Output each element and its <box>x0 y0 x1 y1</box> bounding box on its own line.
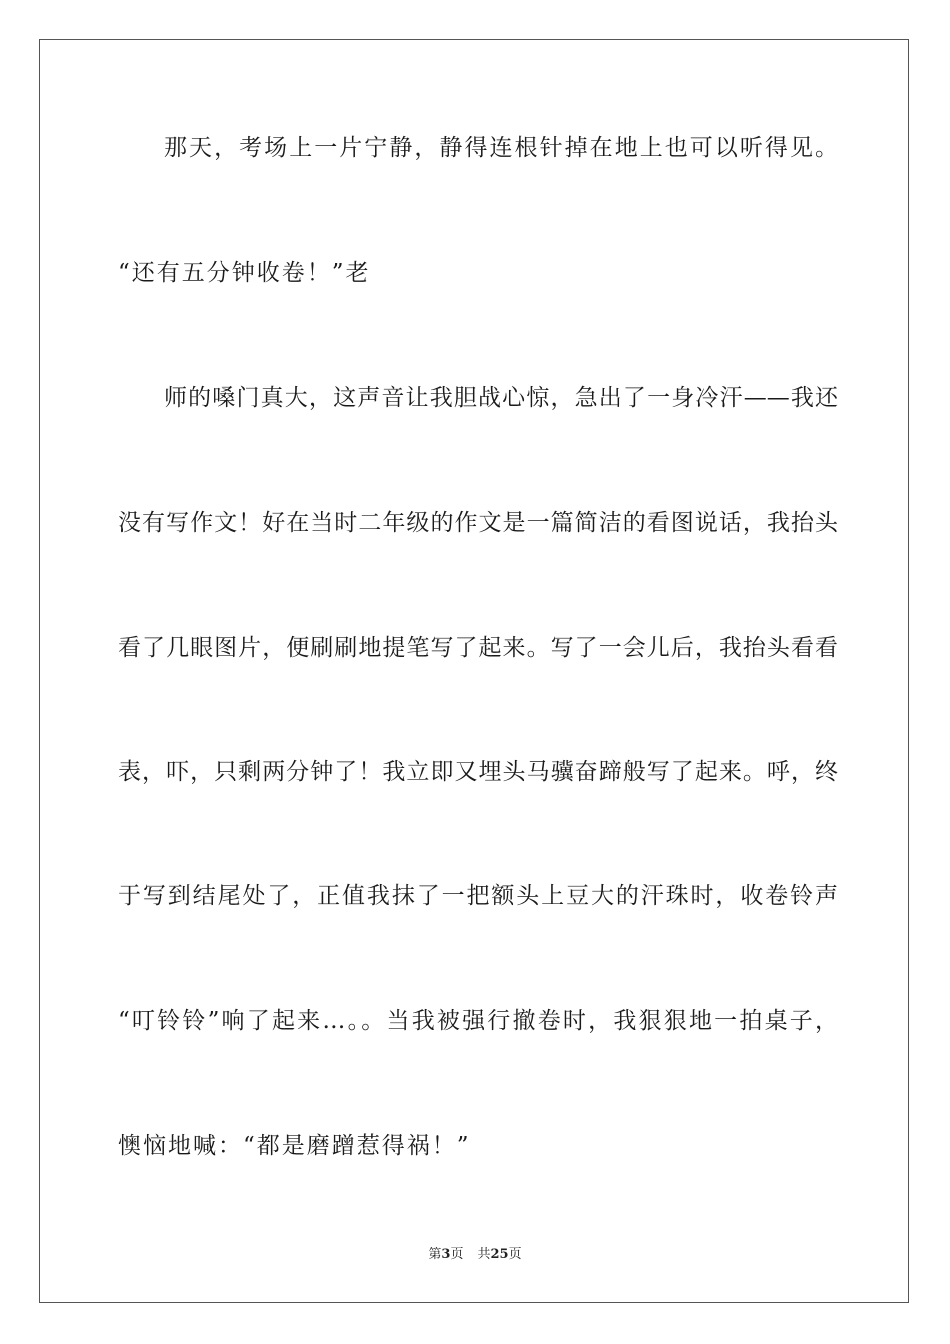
text-line-7: 于写到结尾处了，正值我抹了一把额头上豆大的汗珠时，收卷铃声 <box>118 883 838 909</box>
text-line-2: “还有五分钟收卷！”老 <box>118 260 371 286</box>
footer-page-prefix: 第 <box>428 1247 442 1262</box>
footer-page-suffix: 页 <box>450 1247 464 1262</box>
page-footer <box>0 1246 950 1264</box>
text-line-4: 没有写作文！好在当时二年级的作文是一篇简洁的看图说话，我抬头 <box>118 510 838 536</box>
text-line-6: 表，吓，只剩两分钟了！我立即又埋头马骥奋蹄般写了起来。呼，终 <box>118 759 838 785</box>
footer-total-pages: 25 <box>490 1247 509 1262</box>
text-line-3: 师的嗓门真大，这声音让我胆战心惊，急出了一身冷汗——我还 <box>164 385 838 411</box>
text-line-1: 那天，考场上一片宁静，静得连根针掉在地上也可以听得见。 <box>164 135 838 161</box>
footer-total-prefix: 共 <box>477 1247 491 1262</box>
footer-total-suffix: 页 <box>508 1247 522 1262</box>
text-line-9: 懊恼地喊：“都是磨蹭惹得祸！” <box>118 1133 471 1159</box>
page-border <box>39 39 909 1303</box>
text-line-8: “叮铃铃”响了起来…。。当我被强行撤卷时，我狠狠地一拍桌子， <box>118 1008 838 1034</box>
text-line-5: 看了几眼图片，便刷刷地提笔写了起来。写了一会儿后，我抬头看看 <box>118 635 838 661</box>
footer-page-number: 3 <box>441 1247 451 1262</box>
